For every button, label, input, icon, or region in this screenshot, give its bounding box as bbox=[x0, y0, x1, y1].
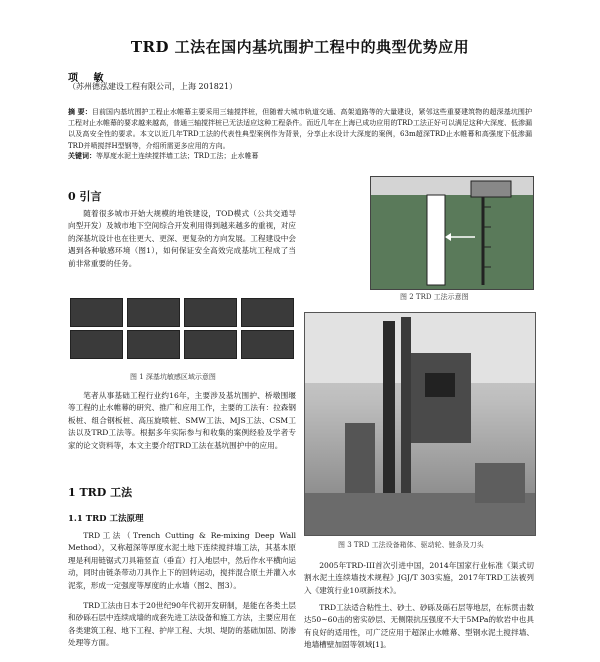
chain-segment bbox=[475, 463, 525, 503]
right-column-paragraph-2: TRD工法适合粘性土、砂土、砂砾及砾石层等地层，在标贯击数达50~60击的密实砂层、无侧限抗压强度不大于5MPa的软岩中也具有良好的适用性，可广泛应用于超深止水帷幕、型钢水泥土搅拌墙、地墙槽壁加固等领域[1]。 bbox=[304, 603, 534, 650]
section-1-1-paragraph: TRD工法（Trench Cutting & Re-mixing Deep Wall Method），又称超深等厚度水泥土地下连续搅拌墙工法，其基本原理是利用链锯式刀具箱竖直（垂直）打入地层中，然后作水平横向运动，同时由链条带动刀具作上下的回转运动，搅拌混合原土并灌入水泥浆，形成一定强度等厚度的止水墙（图2、图3）。 bbox=[68, 531, 296, 590]
figure-1-panel bbox=[241, 298, 294, 327]
right-column-paragraph: 2005年TRD-III首次引进中国，2014年国家行业标准《渠式切割水泥土连续墙技术规程》JGJ/T 303实施，2017年TRD工法被列入《建筑行业10项新技术》。 bbox=[304, 561, 534, 595]
figure-1-panel bbox=[127, 330, 180, 359]
keywords-text: 等厚度水泥土连续搅拌墙工法；TRD工法；止水帷幕 bbox=[96, 152, 259, 160]
figure-3-caption: 图 3 TRD 工法设备箱体、驱动轮、链条及刀头 bbox=[338, 541, 484, 549]
trd-machine-body bbox=[471, 181, 511, 197]
keywords bbox=[68, 151, 532, 161]
figure-3 bbox=[304, 312, 536, 536]
figure-1-panel bbox=[184, 330, 237, 359]
figure-1-panel bbox=[241, 330, 294, 359]
section-1-1-heading: 1.1 TRD 工法原理 bbox=[68, 514, 144, 524]
figure-1-panel bbox=[127, 298, 180, 327]
figure-1-caption: 图 1 深基坑敏感区域示意图 bbox=[130, 373, 216, 381]
figure-1-panel bbox=[184, 298, 237, 327]
paper-title: TRD 工法在国内基坑围护工程中的典型优势应用 bbox=[130, 38, 470, 56]
drive-wheel bbox=[425, 373, 455, 397]
machine-mast bbox=[383, 321, 395, 521]
keywords-label: 关键词： bbox=[68, 151, 96, 160]
section-1-heading: 1 TRD 工法 bbox=[68, 486, 133, 499]
section-1-1-paragraph-2: TRD工法由日本于20世纪90年代初开发研制，是能在各类土层和砂砾石层中连续成墙的成套先进工法设备和施工方法，主要应用在各类建筑工程、地下工程、护岸工程、大坝、堤防的基础加固、防渗处理等方面。 bbox=[68, 601, 296, 648]
author-name: 项 敏 bbox=[68, 73, 110, 84]
abstract bbox=[68, 106, 532, 152]
figure-2 bbox=[370, 176, 534, 290]
figure-2-caption: 图 2 TRD 工法示意图 bbox=[400, 293, 469, 301]
abstract-label: 摘 要： bbox=[68, 107, 92, 116]
figure-1-panel bbox=[70, 298, 123, 327]
crane-left bbox=[345, 423, 375, 503]
abstract-text: 目前国内基坑围护工程止水帷幕主要采用三轴搅拌桩，但随着大城市轨道交通、高架道路等的大量建设，紧邻这些重要建筑物的超深基坑围护工程对止水帷幕的要求越来越高，普通三轴搅拌桩已无法适应这种工程条件。而近几年在上海已成功应用的TRD工法正好可以满足这种大深度、低渗漏以及高安全性的要求。本文以近几年TRD工法的代表性典型案例作为背景，分享止水设计大深度的案例，63m超深TRD止水帷幕和高强度下低渗漏TRD并喷搅拌H型钢等，介绍所需更多应用的方向。 bbox=[68, 108, 533, 150]
figure-1 bbox=[68, 296, 298, 360]
figure-3-svg bbox=[305, 313, 535, 535]
figure-2-svg bbox=[371, 177, 533, 289]
section-0-paragraph: 随着很多城市开始大规模的地铁建设，TOD模式（公共交通导向型开发）及城市地下空间综合开发利用得到越来越多的重视，对应的深基坑设计也在往更大、更深、更复杂的方向发展。工程建设中会遇到各种敏感环境（图1），如何保证安全高效完成基坑工程成了当前非常重要的任务。 bbox=[68, 209, 296, 268]
section-0-paragraph-2: 笔者从事基础工程行业约16年，主要涉及基坑围护、桥墩围堰等工程的止水帷幕的研究、推广和应用工作，主要的工法有：拉森钢板桩、组合钢板桩、高压旋喷桩、SMW工法、MJS工法、CSM工法以及TRD工法等。根据多年实际参与和收集的案例经验及学者专家的论文资料等，本文主要介绍TRD工法在基坑围护中的应用。 bbox=[68, 391, 296, 450]
author-affiliation: （苏州德泓建设工程有限公司，上海 201821） bbox=[68, 82, 238, 91]
soil-layer bbox=[371, 195, 533, 289]
trench-wall bbox=[427, 195, 445, 285]
section-0-heading: 0 引言 bbox=[68, 190, 102, 203]
figure-1-panel bbox=[70, 330, 123, 359]
equipment-box bbox=[411, 353, 471, 443]
